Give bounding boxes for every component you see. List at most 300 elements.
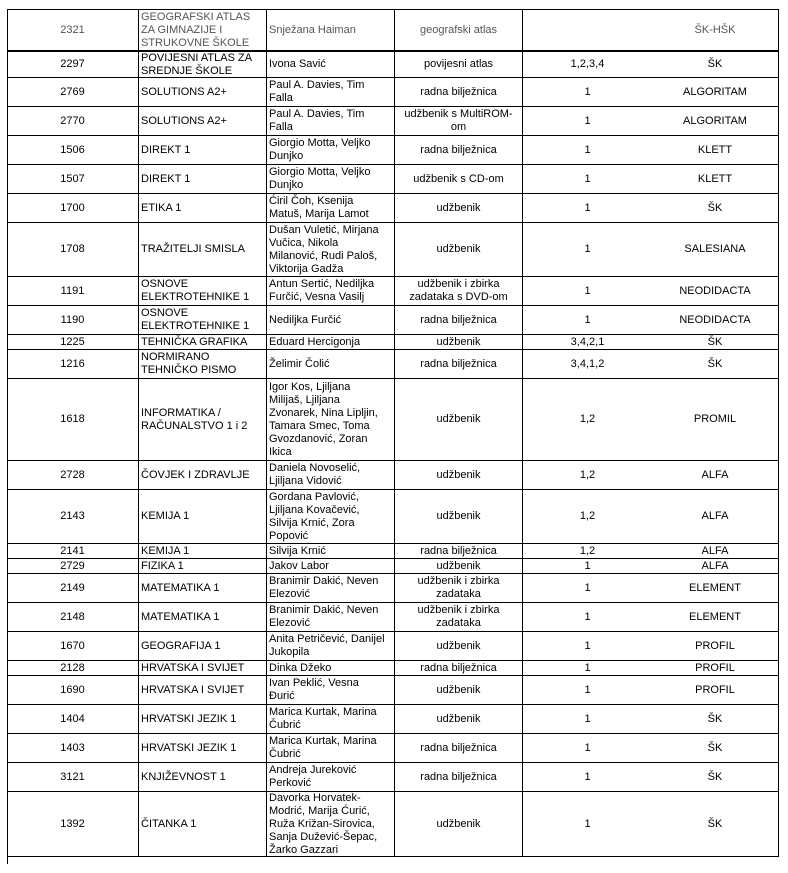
book-code (7, 544, 138, 558)
book-type (394, 734, 522, 762)
book-volume (522, 10, 652, 50)
book-publisher-text: ELEMENT (689, 610, 741, 623)
book-authors-text: Ivan Peklić, Vesna Đurić (269, 677, 359, 702)
book-code (7, 632, 138, 660)
book-volume-text: 1 (584, 313, 591, 326)
book-authors (266, 277, 394, 305)
book-volume (522, 544, 652, 558)
book-type-text: geografski atlas (419, 23, 498, 36)
book-code-text: 2143 (60, 510, 85, 522)
book-volume (522, 335, 652, 349)
book-authors-text: Marica Kurtak, Marina Čubrić (269, 706, 377, 731)
book-publisher (652, 10, 779, 50)
book-title (138, 306, 266, 334)
book-volume-text: 1 (584, 639, 591, 652)
book-publisher (652, 52, 779, 77)
book-type (394, 379, 522, 460)
book-volume-text: 1 (584, 683, 591, 696)
book-publisher (652, 78, 779, 106)
book-code-text: 1506 (60, 143, 85, 156)
table-header-row (7, 9, 779, 52)
book-volume (522, 661, 652, 675)
book-title-text: KEMIJA 1 (141, 510, 190, 522)
book-code-text: 3121 (60, 770, 85, 783)
book-authors-text: Gordana Pavlović, Ljiljana Kovačević, Silvija Krnić, Zora Popović (269, 490, 360, 542)
book-type-text: udžbenik (436, 243, 481, 255)
book-type-text: udžbenik (436, 559, 481, 572)
book-code (7, 792, 138, 856)
book-volume (522, 306, 652, 334)
book-publisher (652, 277, 779, 305)
book-title-text: NORMIRANO TEHNIČKO PISMO (141, 351, 237, 376)
book-code (7, 461, 138, 489)
book-title-text: DIREKT 1 (141, 172, 191, 185)
book-publisher-text: ALGORITAM (683, 85, 747, 98)
book-publisher-text: ALFA (701, 468, 729, 481)
book-code-text: 1618 (60, 413, 85, 425)
book-authors-text: Branimir Dakić, Neven Elezović (269, 604, 379, 629)
book-volume-text: 3,4,2,1 (570, 335, 605, 348)
book-code-text: 2769 (60, 85, 85, 98)
book-publisher (652, 603, 779, 631)
book-volume (522, 574, 652, 602)
table-row (7, 350, 779, 379)
book-volume (522, 52, 652, 77)
book-volume-text: 1 (584, 661, 591, 674)
book-authors (266, 350, 394, 378)
book-authors-text: Ivona Savić (269, 58, 326, 70)
book-type (394, 165, 522, 193)
book-publisher-text: KLETT (697, 172, 733, 185)
table-row (7, 136, 779, 165)
book-authors-text: Jakov Labor (269, 559, 329, 572)
book-authors-text: Giorgio Motta, Veljko Dunjko (269, 137, 371, 162)
book-authors (266, 165, 394, 193)
book-type-text: radna bilježnica (420, 661, 497, 674)
book-code (7, 350, 138, 378)
book-code (7, 335, 138, 349)
book-volume-text: 1 (584, 817, 591, 830)
book-publisher (652, 194, 779, 222)
book-type (394, 544, 522, 558)
book-title-text: FIZIKA 1 (141, 559, 184, 572)
book-title-text: MATEMATIKA 1 (141, 581, 220, 594)
book-title-text: GEOGRAFIJA 1 (141, 639, 221, 652)
table-row (7, 165, 779, 194)
book-code-text: 2729 (60, 559, 85, 572)
book-type-text: radna bilježnica (420, 85, 497, 98)
book-code-text: 1392 (60, 817, 85, 830)
book-authors (266, 603, 394, 631)
book-title-text: OSNOVE ELEKTROTEHNIKE 1 (141, 278, 250, 303)
book-volume-text: 1 (584, 85, 591, 98)
table-row (7, 223, 779, 277)
book-volume (522, 734, 652, 762)
book-authors (266, 763, 394, 791)
book-authors-text: Paul A. Davies, Tim Falla (269, 108, 365, 133)
book-volume (522, 78, 652, 106)
book-volume-text: 1 (584, 114, 591, 127)
book-publisher-text: PROMIL (693, 413, 737, 425)
book-authors (266, 676, 394, 704)
book-title (138, 277, 266, 305)
book-type-text: radna bilježnica (420, 770, 497, 783)
book-publisher-text: ŠK (707, 58, 723, 70)
book-code-text: 1670 (60, 639, 85, 652)
book-volume (522, 223, 652, 276)
book-title-text: ETIKA 1 (141, 201, 182, 214)
book-publisher-text: SALESIANA (684, 243, 746, 255)
table-row (7, 603, 779, 632)
book-type (394, 136, 522, 164)
table-row (7, 335, 779, 350)
book-title (138, 78, 266, 106)
book-authors-text: Andreja Jureković Perković (269, 764, 357, 789)
book-title (138, 574, 266, 602)
book-publisher (652, 107, 779, 135)
book-authors-text: Antun Sertić, Nediljka Furčić, Vesna Vasilj (269, 278, 375, 303)
book-authors (266, 335, 394, 349)
book-type (394, 763, 522, 791)
book-publisher (652, 223, 779, 276)
book-authors-text: Giorgio Motta, Veljko Dunjko (269, 166, 371, 191)
book-volume (522, 676, 652, 704)
book-volume-text: 1,2 (579, 510, 596, 522)
book-title (138, 136, 266, 164)
book-authors-text: Igor Kos, Ljiljana Milijaš, Ljiljana Zvonarek, Nina Lipljin, Tamara Smec, Toma Gvozdanović, Zoran Ikica (269, 380, 378, 458)
book-volume-text: 1 (584, 201, 591, 214)
book-type (394, 461, 522, 489)
book-code-text: 2128 (60, 661, 85, 674)
book-volume-text: 1 (584, 284, 591, 297)
book-type (394, 107, 522, 135)
book-code-text: 1708 (60, 243, 85, 255)
book-authors (266, 632, 394, 660)
book-volume (522, 277, 652, 305)
table-row (7, 676, 779, 705)
book-publisher-text: PROFIL (695, 661, 735, 674)
table-row (7, 763, 779, 792)
book-authors (266, 10, 394, 50)
book-authors-text: Davorka Horvatek- Modrić, Marija Ćurić, Ruža Križan-Sirovica, Sanja Dužević-Šepac, Žarko Gazzari (269, 792, 378, 856)
table-row (7, 107, 779, 136)
book-title (138, 379, 266, 460)
book-code-text: 2148 (60, 610, 85, 623)
book-title (138, 10, 266, 50)
book-authors-text: Ćiril Čoh, Ksenija Matuš, Marija Lamot (269, 195, 369, 220)
book-type-text: udžbenik i zbirka zadataka s DVD-om (409, 278, 508, 303)
book-publisher-text: ŠK (707, 357, 723, 370)
book-authors (266, 490, 394, 543)
book-publisher (652, 734, 779, 762)
book-title (138, 194, 266, 222)
table-row (7, 559, 779, 574)
book-volume-text: 1,2 (579, 544, 596, 557)
book-type (394, 277, 522, 305)
book-volume-text: 3,4,1,2 (570, 357, 605, 370)
book-volume (522, 559, 652, 573)
book-type-text: radna bilježnica (420, 544, 497, 557)
book-publisher (652, 559, 779, 573)
book-type-text: udžbenik i zbirka zadataka (417, 604, 500, 629)
book-code (7, 136, 138, 164)
book-title-text: HRVATSKI JEZIK 1 (141, 712, 237, 725)
book-code (7, 661, 138, 675)
book-authors (266, 52, 394, 77)
book-authors (266, 194, 394, 222)
book-code-text: 2728 (60, 468, 85, 481)
book-volume-text: 1 (584, 770, 591, 783)
book-code (7, 574, 138, 602)
book-authors-text: Branimir Dakić, Neven Elezović (269, 575, 379, 600)
book-type-text: udžbenik (436, 639, 481, 652)
table-row (7, 705, 779, 734)
book-authors (266, 792, 394, 856)
book-type-text: radna bilježnica (420, 143, 497, 156)
book-title-text: HRVATSKA I SVIJET (141, 661, 245, 674)
book-code (7, 165, 138, 193)
book-publisher-text: ŠK (707, 770, 723, 783)
book-publisher (652, 676, 779, 704)
table-row (7, 632, 779, 661)
book-publisher-text: ŠK (707, 741, 723, 754)
book-title-text: ČOVJEK I ZDRAVLJE (141, 468, 250, 481)
book-volume (522, 792, 652, 856)
book-publisher-text: ŠK (707, 817, 723, 830)
book-title-text: GEOGRAFSKI ATLAS ZA GIMNAZIJE I STRUKOVNE ŠKOLE (141, 10, 251, 49)
book-volume-text: 1 (584, 581, 591, 594)
book-title-text: MATEMATIKA 1 (141, 610, 220, 623)
book-title (138, 632, 266, 660)
book-title (138, 52, 266, 77)
book-type (394, 559, 522, 573)
book-code-text: 1404 (60, 712, 85, 725)
table-row (7, 277, 779, 306)
table-row (7, 379, 779, 461)
book-code-text: 2321 (60, 23, 85, 36)
book-code (7, 78, 138, 106)
book-code (7, 734, 138, 762)
book-type-text: udžbenik (436, 510, 481, 522)
table-row (7, 52, 779, 78)
book-publisher-text: ŠK (707, 335, 723, 348)
book-volume (522, 379, 652, 460)
book-volume (522, 461, 652, 489)
table-row (7, 490, 779, 544)
book-type-text: radna bilježnica (420, 357, 497, 370)
book-publisher (652, 379, 779, 460)
book-authors-text: Želimir Čolić (269, 357, 330, 370)
book-title-text: SOLUTIONS A2+ (141, 114, 227, 127)
book-authors-text: Marica Kurtak, Marina Čubrić (269, 735, 377, 760)
book-title (138, 335, 266, 349)
book-title (138, 676, 266, 704)
book-volume (522, 603, 652, 631)
book-code-text: 1225 (60, 335, 85, 348)
book-volume-text: 1,2 (579, 413, 596, 425)
book-volume (522, 107, 652, 135)
book-publisher-text: PROFIL (695, 683, 735, 696)
book-authors-text: Daniela Novoselić, Ljiljana Vidović (269, 462, 361, 487)
book-code-text: 1700 (60, 201, 85, 214)
book-volume-text: 1 (584, 741, 591, 754)
book-authors (266, 223, 394, 276)
book-type (394, 632, 522, 660)
book-volume-text: 1 (584, 712, 591, 725)
book-volume-text: 1,2 (579, 468, 596, 481)
book-code (7, 306, 138, 334)
book-publisher (652, 574, 779, 602)
book-volume (522, 165, 652, 193)
book-authors-text: Paul A. Davies, Tim Falla (269, 79, 365, 104)
book-volume-text: 1 (584, 143, 591, 156)
book-code (7, 763, 138, 791)
book-code (7, 705, 138, 733)
book-type (394, 661, 522, 675)
book-title (138, 661, 266, 675)
book-code-text: 1507 (60, 172, 85, 185)
book-code (7, 559, 138, 573)
book-code-text: 2149 (60, 581, 85, 594)
book-title-text: ČITANKA 1 (141, 817, 197, 830)
book-type (394, 705, 522, 733)
table-row (7, 194, 779, 223)
book-code-text: 1690 (60, 683, 85, 696)
book-publisher-text: ELEMENT (689, 581, 741, 594)
book-type (394, 335, 522, 349)
book-code (7, 107, 138, 135)
book-type (394, 10, 522, 50)
table-row (7, 661, 779, 676)
book-volume (522, 136, 652, 164)
book-publisher-text: ŠK-HŠK (694, 23, 736, 36)
book-type (394, 194, 522, 222)
book-publisher (652, 136, 779, 164)
book-type (394, 676, 522, 704)
book-title (138, 734, 266, 762)
book-authors (266, 661, 394, 675)
book-publisher (652, 350, 779, 378)
book-publisher-text: ALFA (701, 559, 729, 572)
table-row (7, 792, 779, 857)
book-code-text: 2141 (60, 544, 85, 557)
book-type (394, 350, 522, 378)
book-type-text: udžbenik (436, 817, 481, 830)
book-code (7, 10, 138, 50)
book-authors (266, 78, 394, 106)
book-title-text: KNJIŽEVNOST 1 (141, 770, 226, 783)
book-title (138, 165, 266, 193)
book-title-text: POVIJESNI ATLAS ZA SREDNJE ŠKOLE (141, 52, 253, 77)
book-volume (522, 763, 652, 791)
book-authors (266, 107, 394, 135)
book-publisher-text: NEODIDACTA (679, 284, 751, 297)
book-publisher-text: PROFIL (695, 639, 735, 652)
book-publisher (652, 165, 779, 193)
book-type (394, 792, 522, 856)
book-publisher (652, 490, 779, 543)
book-type (394, 490, 522, 543)
table-row (7, 306, 779, 335)
book-title (138, 763, 266, 791)
book-authors-text: Dinka Džeko (269, 661, 332, 674)
book-code (7, 277, 138, 305)
book-type-text: udžbenik s CD-om (413, 172, 504, 185)
book-authors (266, 734, 394, 762)
book-authors (266, 136, 394, 164)
book-type (394, 78, 522, 106)
book-volume (522, 632, 652, 660)
book-volume-text: 1 (584, 559, 591, 572)
book-volume-text: 1 (584, 243, 591, 255)
book-title-text: SOLUTIONS A2+ (141, 85, 227, 98)
book-title-text: KEMIJA 1 (141, 544, 190, 557)
book-type-text: udžbenik (436, 335, 481, 348)
book-publisher-text: ALFA (701, 544, 729, 557)
book-volume (522, 350, 652, 378)
table-row (7, 544, 779, 559)
book-title (138, 544, 266, 558)
book-authors (266, 705, 394, 733)
book-authors-text: Silvija Krnić (269, 544, 326, 557)
book-publisher (652, 792, 779, 856)
book-authors (266, 379, 394, 460)
book-code (7, 52, 138, 77)
book-type-text: radna bilježnica (420, 741, 497, 754)
book-authors-text: Dušan Vuletić, Mirjana Vučica, Nikola Milanović, Rudi Paloš, Viktorija Gadža (269, 223, 379, 275)
book-code (7, 603, 138, 631)
book-authors-text: Nediljka Furčić (269, 313, 342, 326)
book-type (394, 223, 522, 276)
book-publisher (652, 705, 779, 733)
book-title-text: TRAŽITELJI SMISLA (141, 243, 245, 255)
book-authors-text: Anita Petričević, Danijel Jukopila (269, 633, 385, 658)
book-volume (522, 490, 652, 543)
book-title (138, 461, 266, 489)
book-title (138, 223, 266, 276)
book-type (394, 52, 522, 77)
table-row (7, 461, 779, 490)
book-authors-text: Snježana Haiman (269, 23, 356, 36)
book-type-text: udžbenik (436, 683, 481, 696)
table-row (7, 734, 779, 763)
book-publisher (652, 306, 779, 334)
book-code-text: 2297 (60, 58, 85, 70)
book-title-text: OSNOVE ELEKTROTEHNIKE 1 (141, 307, 250, 332)
book-publisher-text: ALGORITAM (683, 114, 747, 127)
book-title (138, 559, 266, 573)
book-code-text: 1190 (60, 313, 85, 326)
book-volume-text: 1,2,3,4 (570, 58, 605, 70)
book-type-text: udžbenik (436, 413, 481, 425)
book-title (138, 705, 266, 733)
book-title-text: HRVATSKA I SVIJET (141, 683, 245, 696)
book-publisher (652, 661, 779, 675)
book-type-text: udžbenik s MultiROM- om (404, 108, 513, 133)
book-publisher-text: NEODIDACTA (679, 313, 751, 326)
book-authors (266, 574, 394, 602)
table-row (7, 78, 779, 107)
book-volume-text: 1 (584, 172, 591, 185)
book-type-text: udžbenik (436, 468, 481, 481)
book-type (394, 603, 522, 631)
book-code (7, 379, 138, 460)
book-type-text: radna bilježnica (420, 313, 497, 326)
book-volume (522, 194, 652, 222)
book-publisher-text: ŠK (707, 201, 723, 214)
book-authors (266, 559, 394, 573)
book-code-text: 1216 (60, 357, 85, 370)
